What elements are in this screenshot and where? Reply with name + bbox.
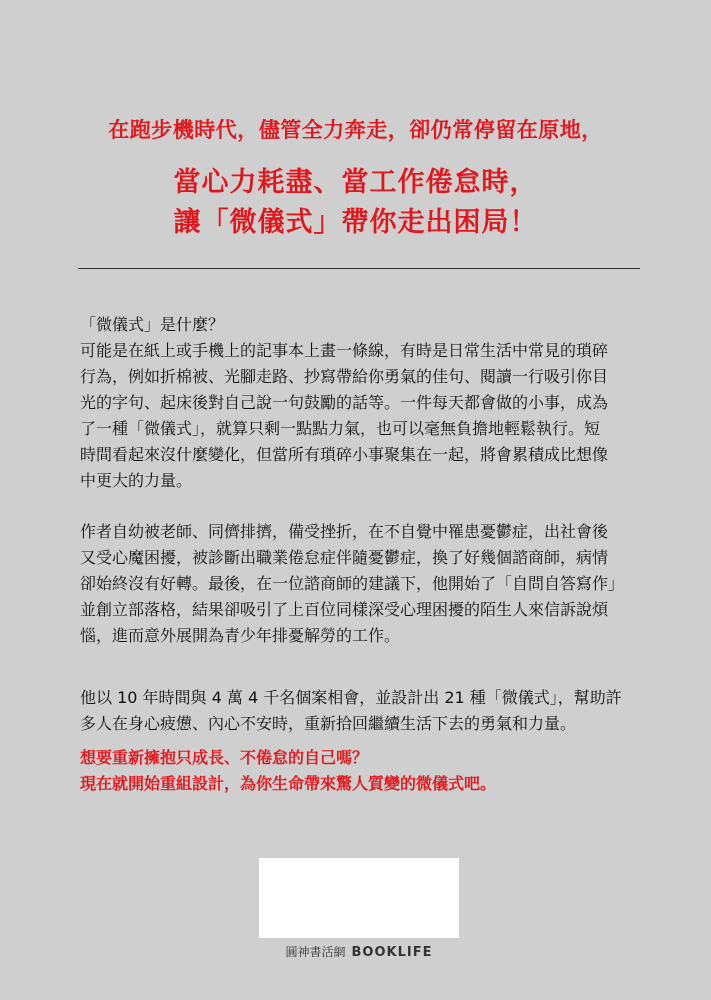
publisher-brand: BOOKLIFE [351,945,433,960]
text-line: 光的字句、起床後對自己說一句鼓勵的話等。一件每天都會做的小事，成為 [80,393,609,412]
publisher-name: 圓神書活網 [285,945,346,959]
paragraph-what-is-micro-ritual [80,312,642,494]
text-line: 了一種「微儀式」，就算只剩一點點力氣，也可以毫無負擔地輕鬆執行。短 [80,419,601,438]
text-line: 惱，進而意外展開為青少年排憂解勞的工作。 [80,626,401,645]
text-line: 並創立部落格，結果卻吸引了上百位同樣深受心理困擾的陌生人來信訴說煩 [80,600,609,619]
text-line: 多人在身心疲憊、內心不安時，重新拾回繼續生活下去的勇氣和力量。 [80,714,577,733]
barcode-area [259,858,459,938]
text-line: 作者自幼被老師、同儕排擠，備受挫折，在不自覺中罹患憂鬱症，出社會後 [80,522,609,541]
text-line: 行為，例如折棉被、光腳走路、抄寫帶給你勇氣的佳句、閱讀一行吸引你目 [80,367,609,386]
text-line: 時間看起來沒什麼變化，但當所有瑣碎小事聚集在一起，將會累積成比想像 [80,445,609,464]
paragraph-author-achievement [80,685,642,737]
publisher-logo [259,943,459,960]
text-line: 他以 10 年時間與 4 萬 4 千名個案相會，並設計出 21 種「微儀式」，幫助許 [80,688,622,707]
text-line: 又受心魔困擾，被診斷出職業倦怠症伴隨憂鬱症，換了好幾個諮商師，病情 [80,548,609,567]
headline-line-3: 讓「微儀式」帶你走出困局！ [173,207,538,238]
text-line: 卻始終沒有好轉。最後，在一位諮商師的建議下，他開始了「自問自答寫作」 [80,574,625,593]
closing-call-to-action [80,745,642,797]
paragraph-author-story [80,519,642,649]
text-line: 「微儀式」是什麼？ [80,315,225,334]
text-line: 想要重新擁抱只成長、不倦怠的自己嗎？ [80,748,369,767]
headline-line-2: 當心力耗盡、當工作倦怠時， [173,167,538,198]
text-line: 可能是在紙上或手機上的記事本上畫一條線，有時是日常生活中常見的瑣碎 [80,341,609,360]
divider [78,268,640,269]
headline-line-1: 在跑步機時代，儘管全力奔走，卻仍常停留在原地， [108,118,603,142]
text-line: 中更大的力量。 [80,471,193,490]
text-line: 現在就開始重組設計，為你生命帶來驚人質變的微儀式吧。 [80,774,497,793]
